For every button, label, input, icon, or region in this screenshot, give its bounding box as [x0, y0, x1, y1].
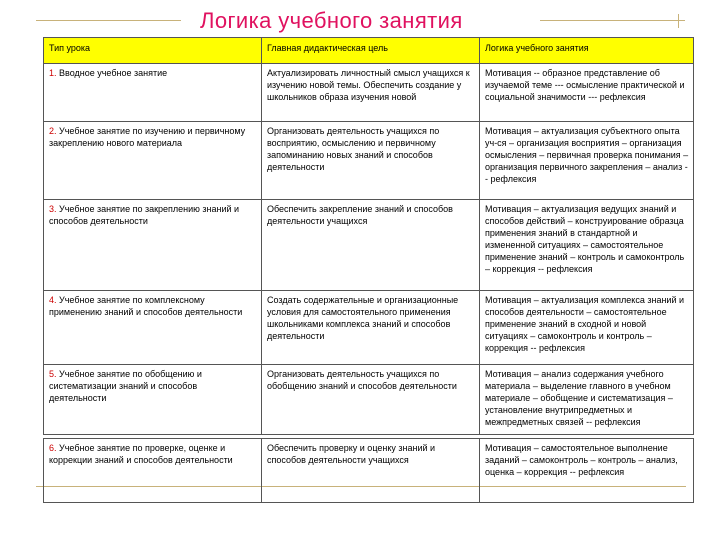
header-lesson-type: Тип урока [44, 38, 262, 64]
slide-title: Логика учебного занятия [200, 8, 463, 33]
table-row [44, 64, 694, 122]
lesson-logic-cell: Мотивация – самостоятельное выполнение заданий – самоконтроль – контроль – анализ, оценка – коррекция -- рефлексия [480, 439, 694, 503]
lesson-type-cell [44, 439, 262, 503]
table-row [44, 439, 694, 503]
decorative-rule-top-right [540, 20, 685, 21]
lesson-logic-cell: Мотивация – анализ содержания учебного материала – выделение главного в учебном материале – обобщение и систематизация – установление внутрипредметных и межпредметных связей -- рефлексия [480, 365, 694, 435]
header-lesson-logic: Логика учебного занятия [480, 38, 694, 64]
lesson-type-cell [44, 291, 262, 365]
didactic-goal-cell: Обеспечить закрепление знаний и способов деятельности учащихся [262, 200, 480, 291]
table-row [44, 365, 694, 435]
lesson-logic-table [43, 37, 694, 503]
row-number: 2. [49, 126, 57, 136]
table-header-row [44, 38, 694, 64]
row-number: 4. [49, 295, 57, 305]
didactic-goal-cell: Создать содержательные и организационные условия для самостоятельного применения школьниками комплекса знаний и способов деятельности [262, 291, 480, 365]
lesson-type: Вводное учебное занятие [56, 68, 168, 78]
didactic-goal-cell: Актуализировать личностный смысл учащихся к изучению новой темы. Обеспечить создание у школьников образа изучения новой [262, 64, 480, 122]
header-didactic-goal: Главная дидактическая цель [262, 38, 480, 64]
lesson-type-cell [44, 122, 262, 200]
lesson-type: Учебное занятие по комплексному применению знаний и способов деятельности [49, 295, 243, 317]
decorative-rule-vertical [678, 14, 679, 28]
lesson-type-cell [44, 200, 262, 291]
lesson-type: Учебное занятие по закреплению знаний и способов деятельности [49, 204, 240, 226]
row-number: 6. [49, 443, 57, 453]
table-row [44, 200, 694, 291]
lesson-type: Учебное занятие по обобщению и систематизации знаний и способов деятельности [49, 369, 202, 403]
lesson-type-cell [44, 365, 262, 435]
lesson-type: Учебное занятие по изучению и первичному закреплению нового материала [49, 126, 246, 148]
decorative-rule-top-left [36, 20, 181, 21]
table-row [44, 291, 694, 365]
lesson-type-cell [44, 64, 262, 122]
didactic-goal-cell: Организовать деятельность учащихся по восприятию, осмыслению и первичному запоминанию новых знаний и способов деятельности [262, 122, 480, 200]
row-number: 1. [49, 68, 57, 78]
table-row [44, 122, 694, 200]
didactic-goal-cell: Организовать деятельность учащихся по обобщению знаний и способов деятельности [262, 365, 480, 435]
row-number: 3. [49, 204, 57, 214]
lesson-logic-cell: Мотивация – актуализация субъектного опыта уч-ся – организация восприятия – организация осмысления – первичная проверка понимания – организация первичного закрепления – анализ -- рефлексия [480, 122, 694, 200]
didactic-goal-cell: Обеспечить проверку и оценку знаний и способов деятельности учащихся [262, 439, 480, 503]
row-number: 5. [49, 369, 57, 379]
lesson-type: Учебное занятие по проверке, оценке и коррекции знаний и способов деятельности [49, 443, 233, 465]
lesson-logic-cell: Мотивация – актуализация ведущих знаний и способов действий – конструирование образца применения знаний в стандартной и измененной ситуациях – самостоятельное применение знаний – контроль и самоконтроль – коррекция -- рефлексия [480, 200, 694, 291]
lesson-logic-cell: Мотивация -- образное представление об изучаемой теме --- осмысление практической и социальной значимости --- рефлексия [480, 64, 694, 122]
lesson-logic-cell: Мотивация – актуализация комплекса знаний и способов деятельности – самостоятельное применение знаний в сходной и новой ситуациях – самоконтроль и контроль – коррекция -- рефлексия [480, 291, 694, 365]
